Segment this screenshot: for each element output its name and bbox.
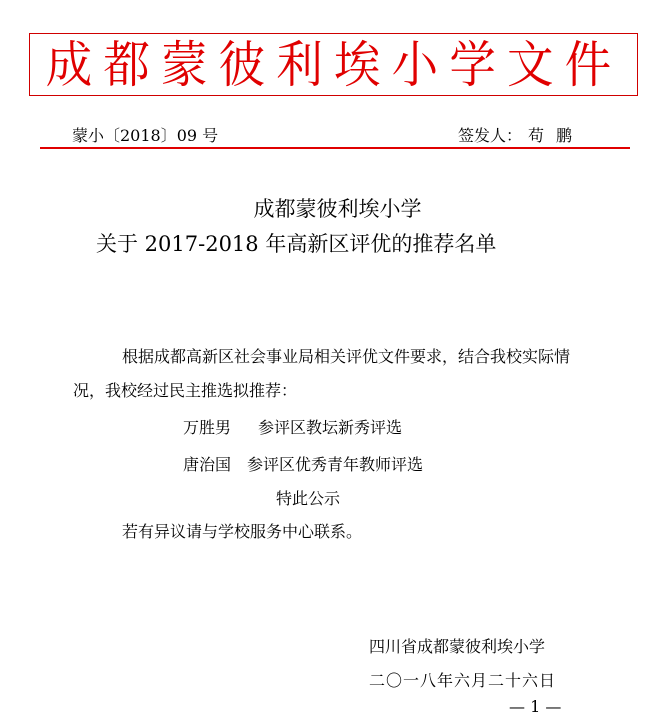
recommendation-award: 参评区教坛新秀评选	[258, 418, 403, 437]
issuer-label: 签发人：	[458, 126, 523, 145]
body-paragraph-line2: 况，我校经过民主推选拟推荐：	[73, 381, 298, 400]
issuer-name: 苟鹏	[528, 126, 585, 145]
recommendation-name: 万胜男	[183, 418, 232, 437]
notice-text: 特此公示	[276, 489, 341, 508]
issuer	[458, 123, 584, 146]
page-number: — 1 —	[509, 697, 562, 716]
document-header-title: 成都蒙彼利埃小学文件	[45, 35, 622, 94]
contact-text: 若有异议请与学校服务中心联系。	[122, 522, 363, 541]
document-title-line2: 关于 2017-2018 年高新区评优的推荐名单	[96, 232, 497, 256]
document-header-box	[29, 33, 638, 96]
recommendation-award: 参评区优秀青年教师评选	[247, 455, 424, 474]
document-number: 蒙小〔2018〕09 号	[72, 126, 219, 145]
body-paragraph-line1: 根据成都高新区社会事业局相关评优文件要求，结合我校实际情	[122, 347, 571, 366]
document-title-line1: 成都蒙彼利埃小学	[253, 197, 422, 221]
header-divider	[40, 147, 630, 149]
signature-school: 四川省成都蒙彼利埃小学	[369, 637, 546, 656]
recommendation-name: 唐治国	[183, 455, 232, 474]
signature-date: 二〇一八年六月二十六日	[369, 671, 557, 690]
